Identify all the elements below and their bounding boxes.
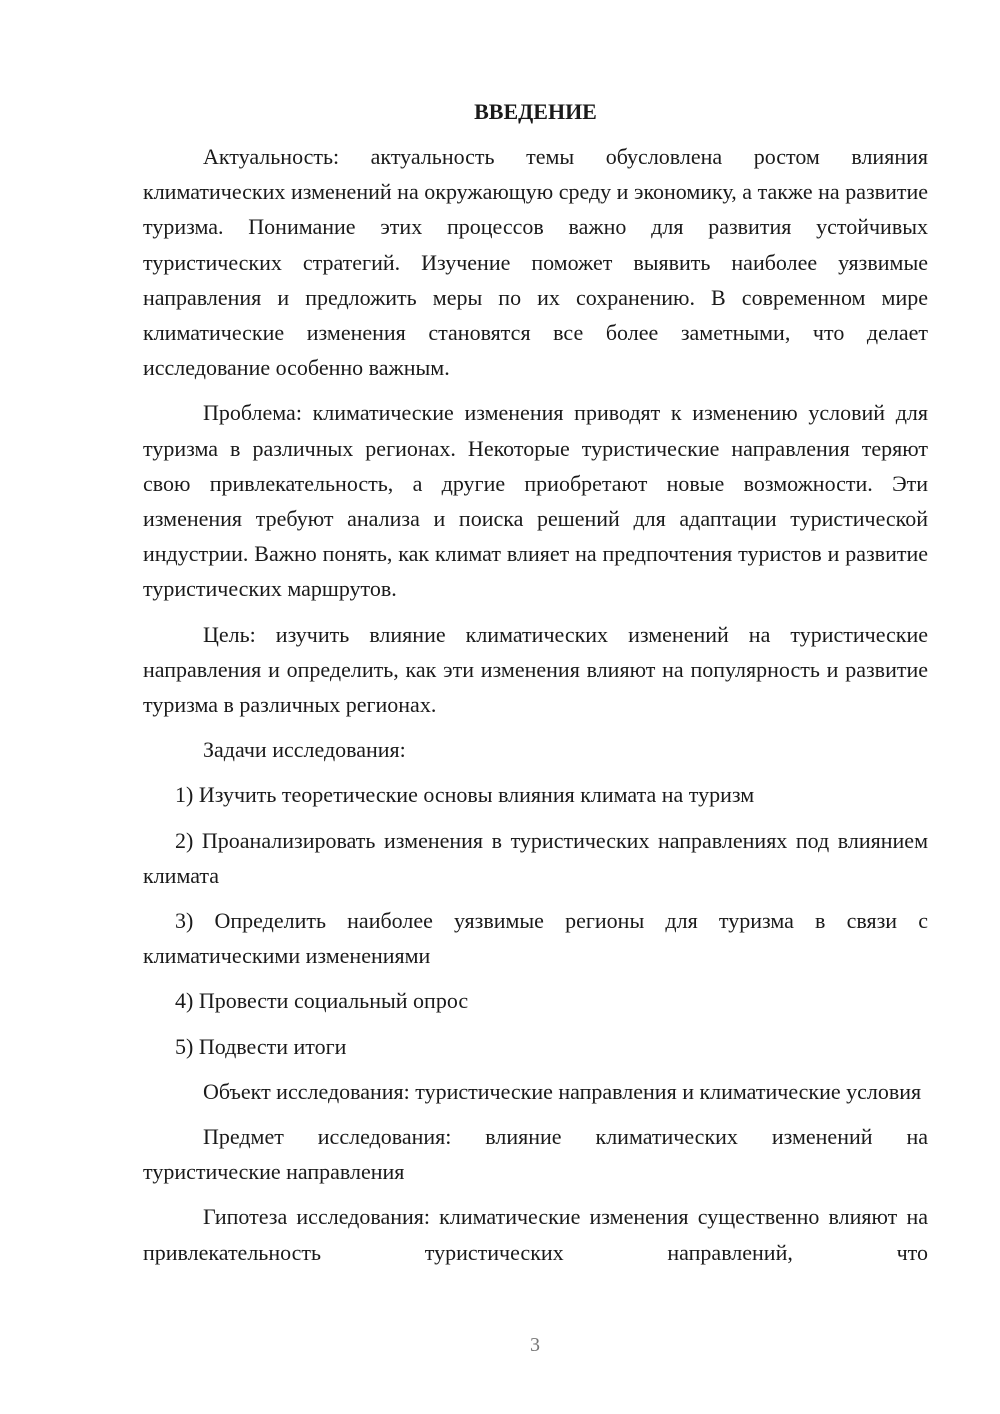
page-content (143, 94, 928, 1280)
tasks-title: Задачи исследования: (203, 737, 406, 763)
object-paragraph: Объект исследования: туристические направления и климатические условия (203, 1078, 922, 1104)
task-item: 3) Определить наиболее уязвимые регионы для туризма в связи с климатическими изменениями (143, 908, 928, 969)
hypothesis-paragraph: Гипотеза исследования: климатические изменения существенно влияют на привлекательность туристических направлений, что (143, 1204, 928, 1265)
subject-paragraph: Предмет исследования: влияние климатических изменений на туристические направления (143, 1124, 928, 1185)
page-heading: ВВЕДЕНИЕ (474, 99, 597, 124)
task-item: 2) Проанализировать изменения в туристических направлениях под влиянием климата (143, 827, 928, 888)
task-item: 5) Подвести итоги (175, 1033, 347, 1059)
goal-paragraph: Цель: изучить влияние климатических изменений на туристические направления и определить, как эти изменения влияют на популярность и развитие туризма в различных регионах. (143, 621, 928, 718)
relevance-paragraph: Актуальность: актуальность темы обусловлена ростом влияния климатических изменений на окружающую среду и экономику, а также на развитие туризма. Понимание этих процессов важно для развития устойчивых туристических стратегий. Изучение поможет выявить наиболее уязвимые направления и предложить меры по их сохранению. В современном мире климатические изменения становятся все более заметными, что делает исследование особенно важным. (143, 144, 928, 381)
task-item: 4) Провести социальный опрос (175, 988, 469, 1014)
page-number: 3 (530, 1334, 540, 1356)
problem-paragraph: Проблема: климатические изменения приводят к изменению условий для туризма в различных регионах. Некоторые туристические направления теряют свою привлекательность, а другие приобретают новые возможности. Эти изменения требуют анализа и поиска решений для адаптации туристической индустрии. Важно понять, как климат влияет на предпочтения туристов и развитие туристических маршрутов. (143, 400, 928, 602)
task-item: 1) Изучить теоретические основы влияния климата на туризм (175, 782, 755, 808)
